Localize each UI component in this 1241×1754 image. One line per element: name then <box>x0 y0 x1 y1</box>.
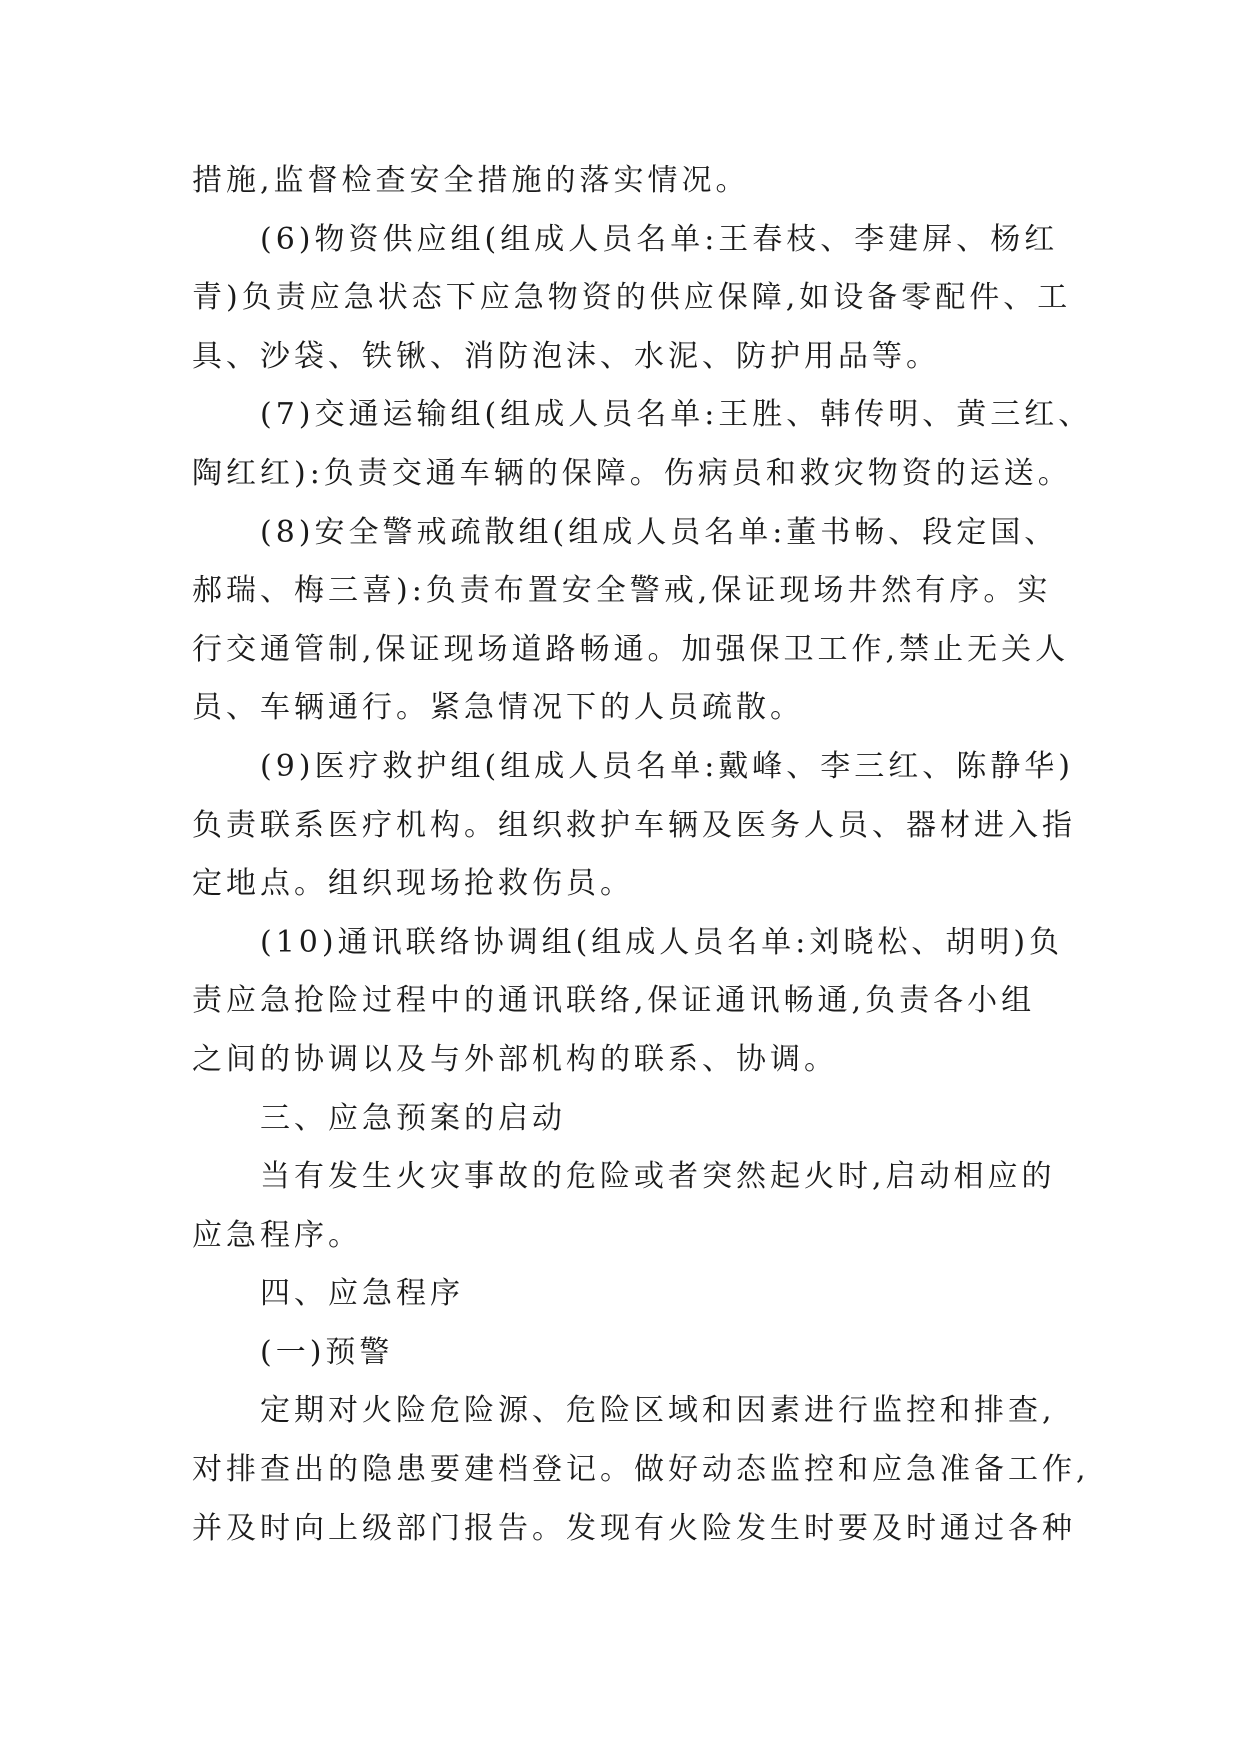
document-body <box>192 152 1093 1558</box>
text-line: (9)医疗救护组(组成人员名单:戴峰、李三红、陈静华) <box>260 748 1075 784</box>
text-line: (7)交通运输组(组成人员名单:王胜、韩传明、黄三红、 <box>260 397 1093 433</box>
text-line: 责应急抢险过程中的通讯联络,保证通讯畅通,负责各小组 <box>192 983 1036 1019</box>
section-heading: 三、应急预案的启动 <box>260 1100 566 1136</box>
text-line: (10)通讯联络协调组(组成人员名单:刘晓松、胡明)负 <box>260 924 1064 960</box>
text-line: 行交通管制,保证现场道路畅通。加强保卫工作,禁止无关人 <box>192 631 1070 667</box>
text-line: 青)负责应急状态下应急物资的供应保障,如设备零配件、工 <box>192 280 1072 316</box>
text-line: 当有发生火灾事故的危险或者突然起火时,启动相应的 <box>260 1159 1056 1195</box>
text-line: 应急程序。 <box>192 1217 362 1253</box>
text-line: 郝瑞、梅三喜):负责布置安全警戒,保证现场井然有序。实 <box>192 573 1052 609</box>
text-line: 定地点。组织现场抢救伤员。 <box>192 866 634 902</box>
text-line: (6)物资供应组(组成人员名单:王春枝、李建屏、杨红 <box>260 221 1059 257</box>
section-heading: 四、应急程序 <box>260 1276 464 1312</box>
text-line: 并及时向上级部门报告。发现有火险发生时要及时通过各种 <box>192 1510 1076 1546</box>
text-line: (8)安全警戒疏散组(组成人员名单:董书畅、段定国、 <box>260 514 1059 550</box>
subsection-heading: (一)预警 <box>260 1334 394 1370</box>
text-line: 具、沙袋、铁锹、消防泡沫、水泥、防护用品等。 <box>192 338 940 374</box>
text-line: 之间的协调以及与外部机构的联系、协调。 <box>192 1041 838 1077</box>
text-line: 措施,监督检查安全措施的落实情况。 <box>192 163 750 198</box>
text-line: 对排查出的隐患要建档登记。做好动态监控和应急准备工作, <box>192 1452 1090 1488</box>
text-line: 负责联系医疗机构。组织救护车辆及医务人员、器材进入指 <box>192 807 1076 843</box>
text-line: 员、车辆通行。紧急情况下的人员疏散。 <box>192 690 804 726</box>
text-line: 陶红红):负责交通车辆的保障。伤病员和救灾物资的运送。 <box>192 455 1072 491</box>
text-line: 定期对火险危险源、危险区域和因素进行监控和排查, <box>260 1393 1056 1429</box>
